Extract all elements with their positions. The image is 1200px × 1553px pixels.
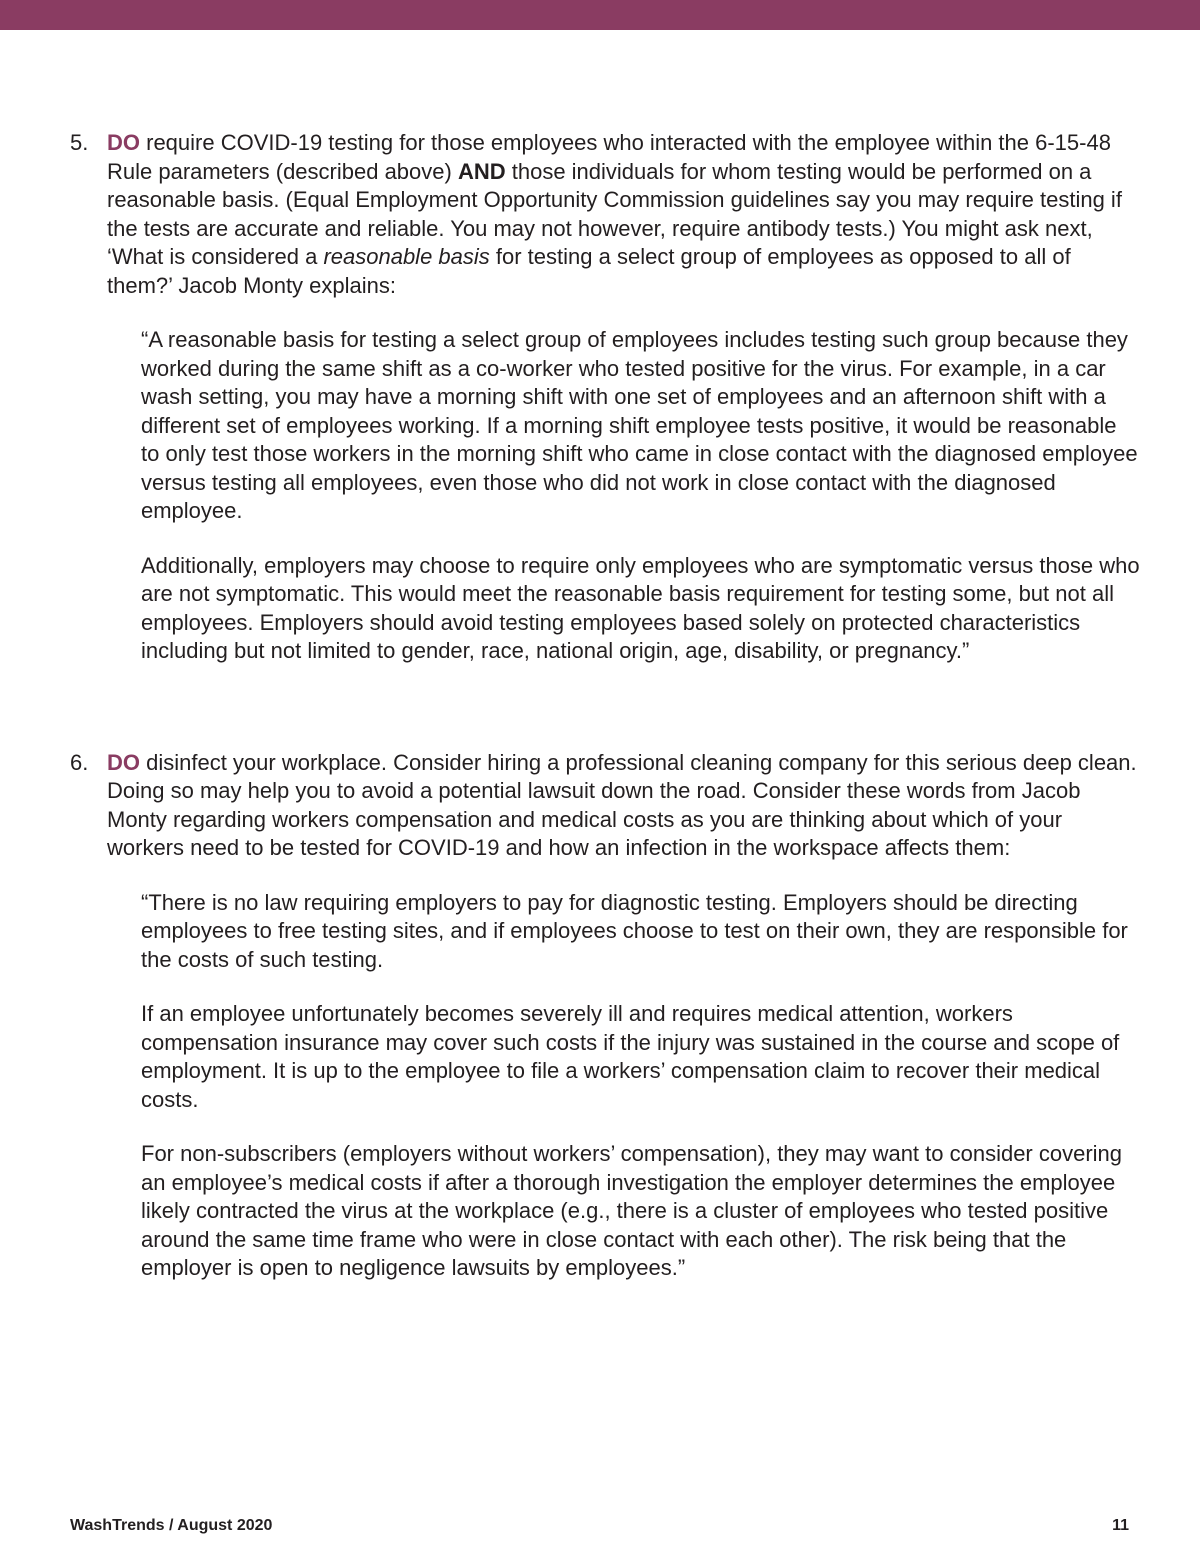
item-number: 6. (70, 749, 89, 775)
block-quote: For non-subscribers (employers without workers’ compensation), they may want to consider covering an employee’s medical costs if after a thorough investigation the employer determines the employee likely contracted the virus at the workplace (e.g., there is a cluster of employees who tested positive around the same time frame who were in close contact with each other). The risk being that the employer is open to negligence lawsuits by employees.” (141, 1141, 1123, 1280)
item-text: for testing a select group of employees as opposed to all of them?’ Jacob Monty explains: (107, 244, 1071, 298)
list-item-6 (70, 749, 1140, 863)
header-bar (0, 0, 1200, 30)
page-number: 11 (1112, 1517, 1129, 1534)
do-keyword: DO (107, 749, 140, 775)
block-quote: “There is no law requiring employers to pay for diagnostic testing. Employers should be directing employees to free testing sites, and if employees choose to test on their own, they are responsible for the costs of such testing. (141, 889, 1128, 972)
block-quote: Additionally, employers may choose to require only employees who are symptomatic versus those who are not symptomatic. This would meet the reasonable basis requirement for testing some, but not all employees. Employers should avoid testing employees based solely on protected characteristics including but not limited to gender, race, national origin, age, disability, or pregnancy.” (141, 552, 1140, 663)
do-keyword: DO (107, 130, 140, 155)
block-quote: If an employee unfortunately becomes severely ill and requires medical attention, workers compensation insurance may cover such costs if the injury was sustained in the course and scope of employment. It is up to the employee to file a workers’ compensation claim to recover their medical costs. (141, 1001, 1120, 1112)
item-text: those individuals for whom testing would be performed on a reasonable basis. (Equal Employment Opportunity Commission guidelines say you may require testing if the tests are accurate and reliable. You may not however, require antibody tests.) You might ask next, ‘What is considered a (107, 158, 1122, 269)
list-item-5 (70, 129, 1140, 300)
page-content (70, 129, 1140, 1283)
item-number: 5. (70, 130, 89, 155)
footer-publication: WashTrends / August 2020 (70, 1517, 273, 1534)
block-quote: “A reasonable basis for testing a select group of employees includes testing such group because they worked during the same shift as a co-worker who tested positive for the virus. For example, in a car wash setting, you may have a morning shift with one set of employees and an afternoon shift with a different set of employees working. If a morning shift employee tests positive, it would be reasonable to only test those workers in the morning shift who came in close contact with the diagnosed employee versus testing all employees, even those who did not work in close contact with the diagnosed employee. (141, 327, 1138, 523)
and-keyword: AND (457, 158, 506, 184)
item-text: require COVID-19 testing for those employees who interacted with the employee within the 6-15-48 Rule parameters (described above) (107, 130, 1111, 184)
item-text: disinfect your workplace. Consider hiring a professional cleaning company for this serious deep clean. Doing so may help you to avoid a potential lawsuit down the road. Consider these words from Jacob Monty regarding workers compensation and medical costs as you are thinking about which of your workers need to be tested for COVID-19 and how an infection in the workspace affects them: (107, 749, 1137, 860)
emphasis-text: reasonable basis (323, 244, 490, 269)
